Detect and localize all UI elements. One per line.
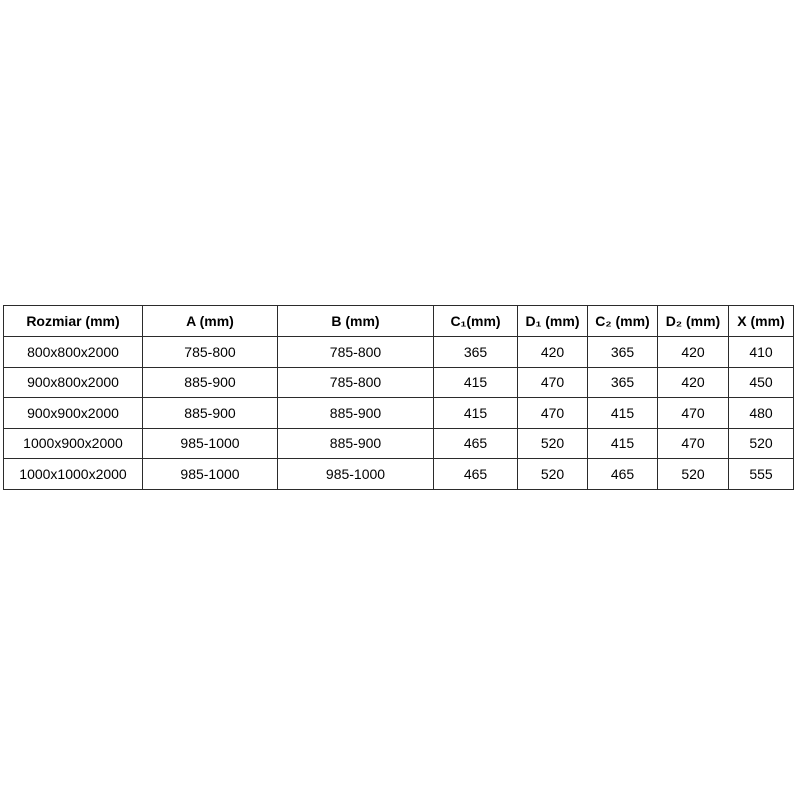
- table-cell: 885-900: [278, 428, 434, 459]
- column-header: C₁(mm): [434, 306, 518, 337]
- table-cell: 480: [729, 398, 794, 429]
- size-spec-table-container: [3, 305, 793, 490]
- table-cell: 470: [658, 398, 729, 429]
- column-header: C₂ (mm): [588, 306, 658, 337]
- table-cell: 465: [434, 459, 518, 490]
- table-cell: 785-800: [143, 337, 278, 368]
- table-cell: 450: [729, 367, 794, 398]
- table-cell: 415: [588, 398, 658, 429]
- table-cell: 520: [518, 459, 588, 490]
- table-cell: 520: [729, 428, 794, 459]
- table-cell: 785-800: [278, 367, 434, 398]
- table-cell: 885-900: [143, 398, 278, 429]
- table-cell: 1000x1000x2000: [4, 459, 143, 490]
- table-cell: 410: [729, 337, 794, 368]
- column-header: X (mm): [729, 306, 794, 337]
- column-header: A (mm): [143, 306, 278, 337]
- table-cell: 885-900: [143, 367, 278, 398]
- size-spec-table: [3, 305, 794, 490]
- table-cell: 900x800x2000: [4, 367, 143, 398]
- table-row: [4, 337, 794, 368]
- table-cell: 985-1000: [143, 428, 278, 459]
- table-row: [4, 428, 794, 459]
- table-cell: 470: [518, 398, 588, 429]
- table-cell: 800x800x2000: [4, 337, 143, 368]
- table-cell: 470: [518, 367, 588, 398]
- table-cell: 520: [658, 459, 729, 490]
- column-header: Rozmiar (mm): [4, 306, 143, 337]
- table-cell: 465: [434, 428, 518, 459]
- table-cell: 465: [588, 459, 658, 490]
- table-cell: 365: [588, 367, 658, 398]
- column-header: B (mm): [278, 306, 434, 337]
- table-cell: 415: [588, 428, 658, 459]
- table-cell: 365: [588, 337, 658, 368]
- table-row: [4, 398, 794, 429]
- table-cell: 985-1000: [143, 459, 278, 490]
- table-cell: 420: [518, 337, 588, 368]
- column-header: D₁ (mm): [518, 306, 588, 337]
- table-cell: 555: [729, 459, 794, 490]
- table-cell: 365: [434, 337, 518, 368]
- table-cell: 420: [658, 337, 729, 368]
- table-cell: 785-800: [278, 337, 434, 368]
- table-body: [4, 337, 794, 490]
- table-cell: 415: [434, 398, 518, 429]
- column-header: D₂ (mm): [658, 306, 729, 337]
- table-cell: 985-1000: [278, 459, 434, 490]
- table-cell: 1000x900x2000: [4, 428, 143, 459]
- table-cell: 415: [434, 367, 518, 398]
- header-row: [4, 306, 794, 337]
- table-cell: 520: [518, 428, 588, 459]
- table-row: [4, 367, 794, 398]
- table-cell: 420: [658, 367, 729, 398]
- table-cell: 900x900x2000: [4, 398, 143, 429]
- table-row: [4, 459, 794, 490]
- table-cell: 470: [658, 428, 729, 459]
- table-cell: 885-900: [278, 398, 434, 429]
